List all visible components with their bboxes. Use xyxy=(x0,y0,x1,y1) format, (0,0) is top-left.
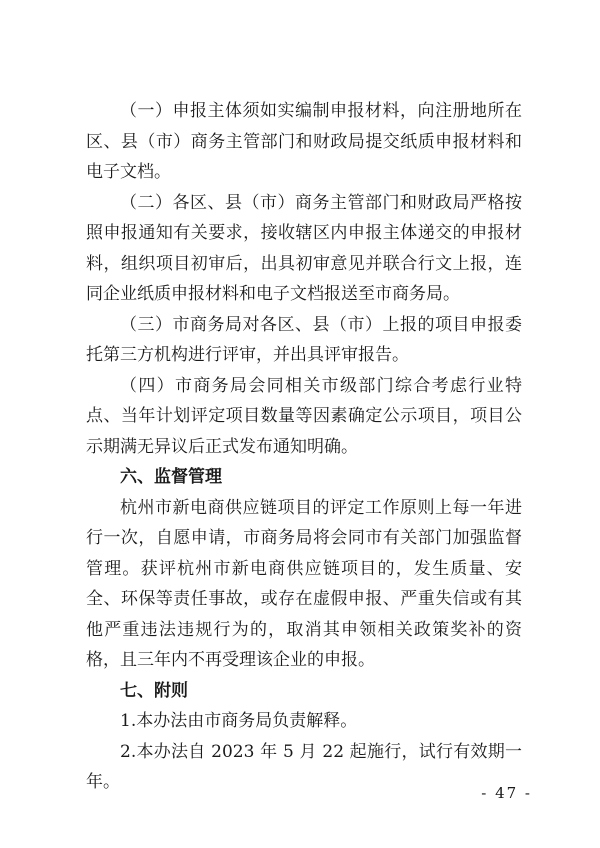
document-body xyxy=(86,96,522,798)
section-6-paragraph: 杭州市新电商供应链项目的评定工作原则上每一年进行一次，自愿申请，市商务局将会同市有关部门加强监督管理。获评杭州市新电商供应链项目的，发生质量、安全、环保等责任事故，或存在虚假申报、严重失信或有其他严重违法违规行为的，取消其申领相关政策奖补的资格，且三年内不再受理该企业的申报。 xyxy=(86,497,522,670)
procedure-paragraph-2: （二）各区、县（市）商务主管部门和财政局严格按照申报通知有关要求，接收辖区内申报主体递交的申报材料，组织项目初审后，出具初审意见并联合行文上报，连同企业纸质申报材料和电子文档报送至市商务局。 xyxy=(86,192,522,304)
section-7-heading: 七、附则 xyxy=(120,680,188,701)
section-7-item-1: 1.本办法由市商务局负责解释。 xyxy=(120,711,358,731)
section-7-item-2: 2.本办法自 2023 年 5 月 22 起施行，试行有效期一年。 xyxy=(86,741,522,792)
procedure-paragraph-4: （四）市商务局会同相关市级部门综合考虑行业特点、当年计划评定项目数量等因素确定公示项目，项目公示期满无异议后正式发布通知明确。 xyxy=(86,375,522,457)
procedure-paragraph-1: （一）申报主体须如实编制申报材料，向注册地所在区、县（市）商务主管部门和财政局提交纸质申报材料和电子文档。 xyxy=(86,101,522,182)
page-number: - 47 - xyxy=(481,784,532,802)
procedure-paragraph-3: （三）市商务局对各区、县（市）上报的项目申报委托第三方机构进行评审，并出具评审报告。 xyxy=(86,314,522,365)
section-6-heading: 六、监督管理 xyxy=(120,467,222,487)
